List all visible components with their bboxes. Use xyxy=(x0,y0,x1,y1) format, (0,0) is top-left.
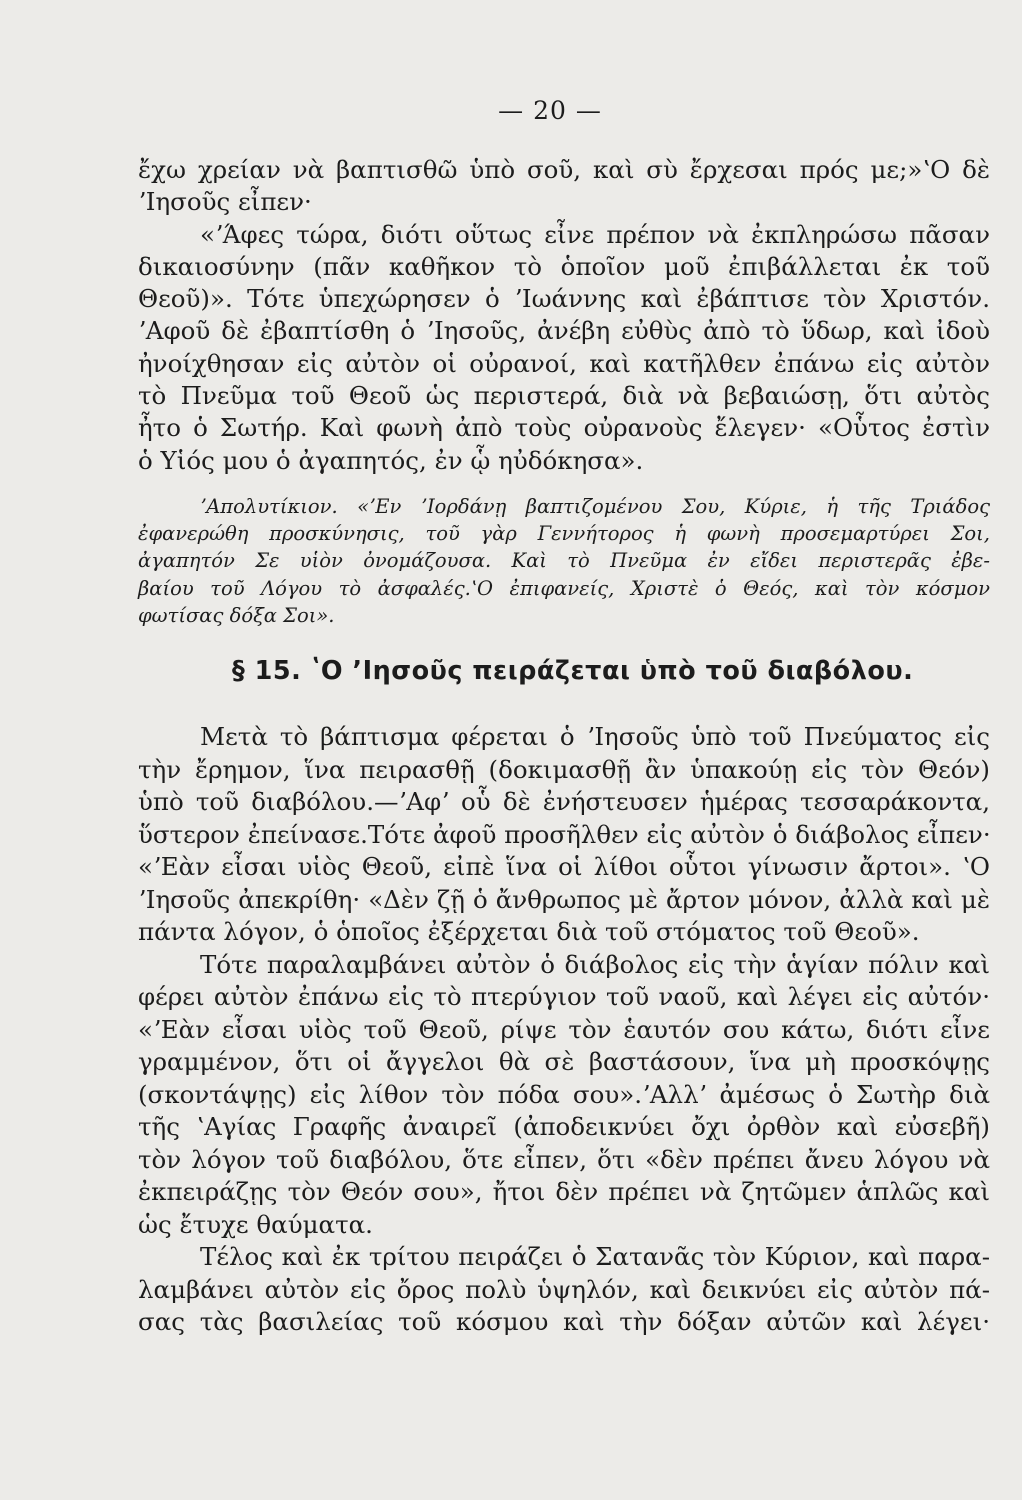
text-line: «ʼΕὰν εἶσαι υἱὸς Θεοῦ, εἰπὲ ἵνα οἱ λίθοι οὗτοι γίνωσιν ἄρτοι». ʽΟ xyxy=(138,852,990,881)
text-line: ἐκπειράζῃς τὸν Θεόν σου», ἤτοι δὲν πρέπει νὰ ζητῶμεν ἁπλῶς καὶ xyxy=(138,1177,990,1206)
text-line: ʼΑπολυτίκιον. «ʼΕν ʼΙορδάνῃ βαπτιζομένου Σου, Κύριε, ἡ τῆς Τριάδος xyxy=(200,495,990,518)
text-line: λαμβάνει αὐτὸν εἰς ὄρος πολὺ ὑψηλόν, καὶ δεικνύει εἰς αὐτὸν πά- xyxy=(138,1274,990,1304)
text-line: «ʼΕὰν εἶσαι υἱὸς τοῦ Θεοῦ, ρίψε τὸν ἑαυτόν σου κάτω, διότι εἶνε xyxy=(138,1014,990,1044)
text-line: ἦτο ὁ Σωτήρ. Καὶ φωνὴ ἀπὸ τοὺς οὐρανοὺς ἔλεγεν· «Οὗτος ἐστὶν xyxy=(138,413,990,443)
text-line: τῆς ʽΑγίας Γραφῆς ἀναιρεῖ (ἀποδεικνύει ὄχι ὀρθὸν καὶ εὐσεβῆ) xyxy=(138,1112,990,1141)
text-line: ʼΙησοῦς ἀπεκρίθη· «Δὲν ζῇ ὁ ἄνθρωπος μὲ ἄρτον μόνον, ἀλλὰ καὶ μὲ xyxy=(138,884,990,914)
text-line: βαίου τοῦ Λόγου τὸ ἀσφαλές.ʽΟ ἐπιφανείς, Χριστὲ ὁ Θεός, καὶ τὸν κόσμον xyxy=(138,576,990,600)
text-line: ὑπὸ τοῦ διαβόλου.—ʼΑφʼ οὗ δὲ ἐνήστευσεν ἡμέρας τεσσαράκοντα, xyxy=(138,787,990,816)
text-line: Τότε παραλαμβάνει αὐτὸν ὁ διάβολος εἰς τὴν ἁγίαν πόλιν καὶ xyxy=(200,949,990,979)
text-line: ἀγαπητόν Σε υἱὸν ὀνομάζουσα. Καὶ τὸ Πνεῦμα ἐν εἴδει περιστερᾶς ἐβε- xyxy=(138,549,990,573)
text-line: δικαιοσύνην (πᾶν καθῆκον τὸ ὁποῖον μοῦ ἐπιβάλλεται ἐκ τοῦ xyxy=(138,251,990,281)
text-line: «ʼΆφες τώρα, διότι οὕτως εἶνε πρέπον νὰ ἐκπληρώσω πᾶσαν xyxy=(200,219,990,249)
section-heading: § 15. ʽΟ ʼΙησοῦς πειράζεται ὑπὸ τοῦ διαβόλου. xyxy=(232,656,914,686)
text-line: τὴν ἔρημον, ἵνα πειρασθῇ (δοκιμασθῇ ἂν ὑπακούῃ εἰς τὸν Θεόν) xyxy=(138,754,990,784)
text-line: Θεοῦ)». Τότε ὑπεχώρησεν ὁ ʼΙωάννης καὶ ἐβάπτισε τὸν Χριστόν. xyxy=(138,284,990,314)
text-line: γραμμένον, ὅτι οἱ ἄγγελοι θὰ σὲ βαστάσουν, ἵνα μὴ προσκόψῃς xyxy=(138,1047,990,1076)
text-line: ʼΑφοῦ δὲ ἐβαπτίσθη ὁ ʼΙησοῦς, ἀνέβη εὐθὺς ἀπὸ τὸ ὕδωρ, καὶ ἰδοὺ xyxy=(138,316,990,346)
text-line: σας τὰς βασιλείας τοῦ κόσμου καὶ τὴν δόξαν αὐτῶν καὶ λέγει· xyxy=(138,1307,990,1336)
text-line: (σκοντάψῃς) εἰς λίθον τὸν πόδα σου».ʼΑλλʼ ἀμέσως ὁ Σωτὴρ διὰ xyxy=(138,1079,990,1109)
text-line: Μετὰ τὸ βάπτισμα φέρεται ὁ ʼΙησοῦς ὑπὸ τοῦ Πνεύματος εἰς xyxy=(200,722,990,751)
text-line: ὡς ἔτυχε θαύματα. xyxy=(138,1209,373,1239)
page-number: — 20 — xyxy=(498,96,602,125)
paragraph-temptation xyxy=(138,721,990,1339)
text-line: ὕστερον ἐπείνασε.Τότε ἀφοῦ προσῆλθεν εἰς αὐτὸν ὁ διάβολος εἶπεν· xyxy=(138,819,991,849)
text-line: ʼΙησοῦς εἶπεν· xyxy=(138,187,312,217)
text-line: ὁ Υἱός μου ὁ ἀγαπητός, ἐν ᾧ ηὐδόκησα». xyxy=(138,445,644,475)
text-line: ἐφανερώθη προσκύνησις, τοῦ γὰρ Γεννήτορος ἡ φωνὴ προσεμαρτύρει Σοι, xyxy=(138,522,990,546)
text-line: φωτίσας δόξα Σοι». xyxy=(138,603,335,627)
text-line: Τέλος καὶ ἐκ τρίτου πειράζει ὁ Σατανᾶς τὸν Κύριον, καὶ παρα- xyxy=(200,1242,990,1271)
text-line: φέρει αὐτὸν ἐπάνω εἰς τὸ πτερύγιον τοῦ ναοῦ, καὶ λέγει εἰς αὐτόν· xyxy=(138,982,990,1011)
text-line: ἔχω χρείαν νὰ βαπτισθῶ ὑπὸ σοῦ, καὶ σὺ ἔρχεσαι πρός με;»ʽΟ δὲ xyxy=(138,155,990,184)
text-line: ἠνοίχθησαν εἰς αὐτὸν οἱ οὐρανοί, καὶ κατῆλθεν ἐπάνω εἰς αὐτὸν xyxy=(138,348,990,378)
text-line: πάντα λόγον, ὁ ὁποῖος ἐξέρχεται διὰ τοῦ στόματος τοῦ Θεοῦ». xyxy=(138,917,920,946)
paragraph-baptism xyxy=(138,154,990,477)
apolytikion-hymn xyxy=(138,493,990,629)
text-line: τὸν λόγον τοῦ διαβόλου, ὅτε εἶπεν, ὅτι «δὲν πρέπει ἄνευ λόγου νὰ xyxy=(138,1144,990,1174)
text-line: τὸ Πνεῦμα τοῦ Θεοῦ ὡς περιστερά, διὰ νὰ βεβαιώσῃ, ὅτι αὐτὸς xyxy=(138,381,990,411)
